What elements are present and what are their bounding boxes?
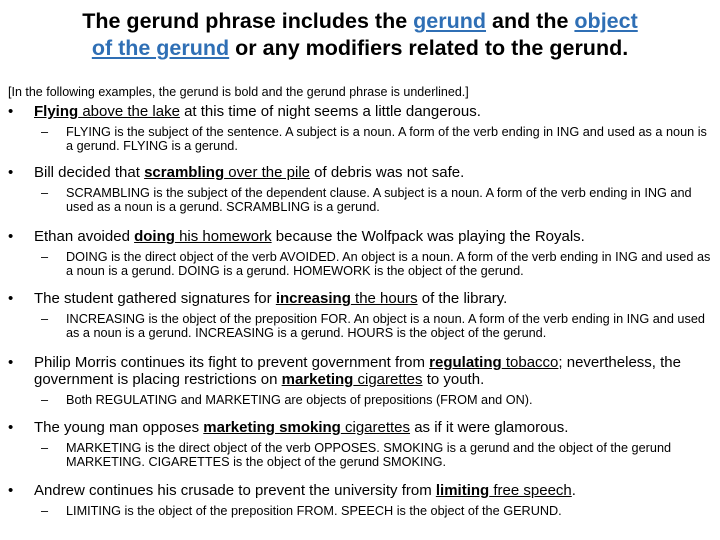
phrase-text: the hours	[350, 290, 418, 307]
bullet-icon: •	[8, 228, 14, 245]
example-item	[8, 228, 712, 278]
dash-icon: –	[41, 441, 49, 455]
example-item	[8, 354, 712, 408]
example-item	[8, 103, 712, 153]
example-explanation	[8, 251, 712, 278]
example-sentence	[8, 103, 712, 120]
sentence-text: Andrew continues his crusade to prevent the university from	[34, 482, 436, 499]
example-sentence	[8, 419, 712, 436]
bullet-icon: •	[8, 103, 14, 120]
explanation-text: INCREASING is the object of the preposition FOR. An object is a noun. A form of the verb ending in ING and used as a noun is a gerund. INCREASING is a gerund. HOURS is the object of the gerund.	[66, 312, 705, 340]
dash-icon: –	[41, 250, 49, 264]
example-explanation	[8, 126, 712, 153]
gerund-link[interactable]: gerund	[413, 9, 487, 33]
gerund-text: regulating	[429, 354, 502, 371]
page-title	[0, 8, 720, 62]
example-explanation	[8, 394, 712, 408]
gerund-text: doing	[134, 228, 175, 245]
sentence-text: .	[571, 482, 576, 499]
explanation-text: FLYING is the subject of the sentence. A subject is a noun. A form of the verb ending in ING and used as a noun is a gerund. FLYING is a gerund.	[66, 125, 707, 153]
phrase-text: above the lake	[78, 103, 180, 120]
sentence-text: The student gathered signatures for	[34, 290, 276, 307]
dash-icon: –	[41, 186, 49, 200]
dash-icon: –	[41, 393, 49, 407]
phrase-text: tobacco	[501, 354, 559, 371]
dash-icon: –	[41, 125, 49, 139]
example-sentence	[8, 354, 712, 388]
object-link[interactable]: object	[574, 9, 638, 33]
bullet-icon: •	[8, 482, 14, 499]
bullet-icon: •	[8, 290, 14, 307]
gerund-text: scrambling	[144, 164, 225, 181]
sentence-text: ; nevertheless, the government is placing restrictions on	[34, 354, 681, 388]
intro-note: [In the following examples, the gerund is bold and the gerund phrase is underlined.]	[8, 85, 469, 99]
gerund-text: marketing smoking	[203, 419, 341, 436]
bullet-icon: •	[8, 354, 14, 371]
sentence-text: as if it were glamorous.	[410, 419, 569, 436]
sentence-text: because the Wolfpack was playing the Royals.	[271, 228, 585, 245]
sentence-text: at this time of night seems a little dangerous.	[179, 103, 481, 120]
example-item	[8, 290, 712, 340]
bullet-icon: •	[8, 419, 14, 436]
phrase-text: cigarettes	[353, 371, 423, 388]
title-text: or any modifiers related to the gerund.	[229, 36, 629, 60]
sentence-text: Ethan avoided	[34, 228, 135, 245]
example-explanation	[8, 442, 712, 469]
explanation-text: SCRAMBLING is the subject of the dependent clause. A subject is a noun. A form of the verb ending in ING and used as a noun is a gerund. SCRAMBLING is a gerund.	[66, 186, 692, 214]
phrase-text: cigarettes	[340, 419, 411, 436]
example-sentence	[8, 290, 712, 307]
example-sentence	[8, 482, 712, 499]
object-of-the-gerund-link[interactable]: of the gerund	[91, 36, 230, 60]
bullet-icon: •	[8, 164, 14, 181]
phrase-text: over the pile	[224, 164, 310, 181]
sentence-text: The young man opposes	[34, 419, 204, 436]
example-explanation	[8, 313, 712, 340]
gerund-text: limiting	[435, 482, 490, 499]
phrase-text: his homework	[174, 228, 272, 245]
example-sentence	[8, 228, 712, 245]
sentence-text: of the library.	[417, 290, 508, 307]
gerund-text: marketing	[281, 371, 354, 388]
dash-icon: –	[41, 312, 49, 326]
example-item	[8, 419, 712, 469]
sentence-text: Philip Morris continues its fight to prevent government from	[34, 354, 430, 371]
dash-icon: –	[41, 504, 49, 518]
example-explanation	[8, 187, 712, 214]
explanation-text: DOING is the direct object of the verb AVOIDED. An object is a noun. A form of the verb ending in ING and used as a noun is a gerund. DOING is a gerund. HOMEWORK is the object of the gerund.	[66, 250, 711, 278]
explanation-text: MARKETING is the direct object of the verb OPPOSES. SMOKING is a gerund and the object of the gerund MARKETING. CIGARETTES is the object of the gerund SMOKING.	[66, 441, 672, 469]
gerund-text: Flying	[34, 103, 79, 120]
sentence-text: of debris was not safe.	[310, 164, 465, 181]
example-item	[8, 164, 712, 214]
sentence-text: to youth.	[422, 371, 485, 388]
explanation-text: LIMITING is the object of the preposition FROM. SPEECH is the object of the GERUND.	[66, 504, 562, 518]
title-text: The gerund phrase includes the	[82, 9, 414, 33]
sentence-text: Bill decided that	[34, 164, 145, 181]
gerund-text: increasing	[275, 290, 351, 307]
phrase-text: free speech	[489, 482, 572, 499]
title-text: and the	[486, 9, 575, 33]
example-sentence	[8, 164, 712, 181]
explanation-text: Both REGULATING and MARKETING are objects of prepositions (FROM and ON).	[66, 393, 533, 407]
example-item	[8, 482, 712, 519]
example-explanation	[8, 505, 712, 519]
